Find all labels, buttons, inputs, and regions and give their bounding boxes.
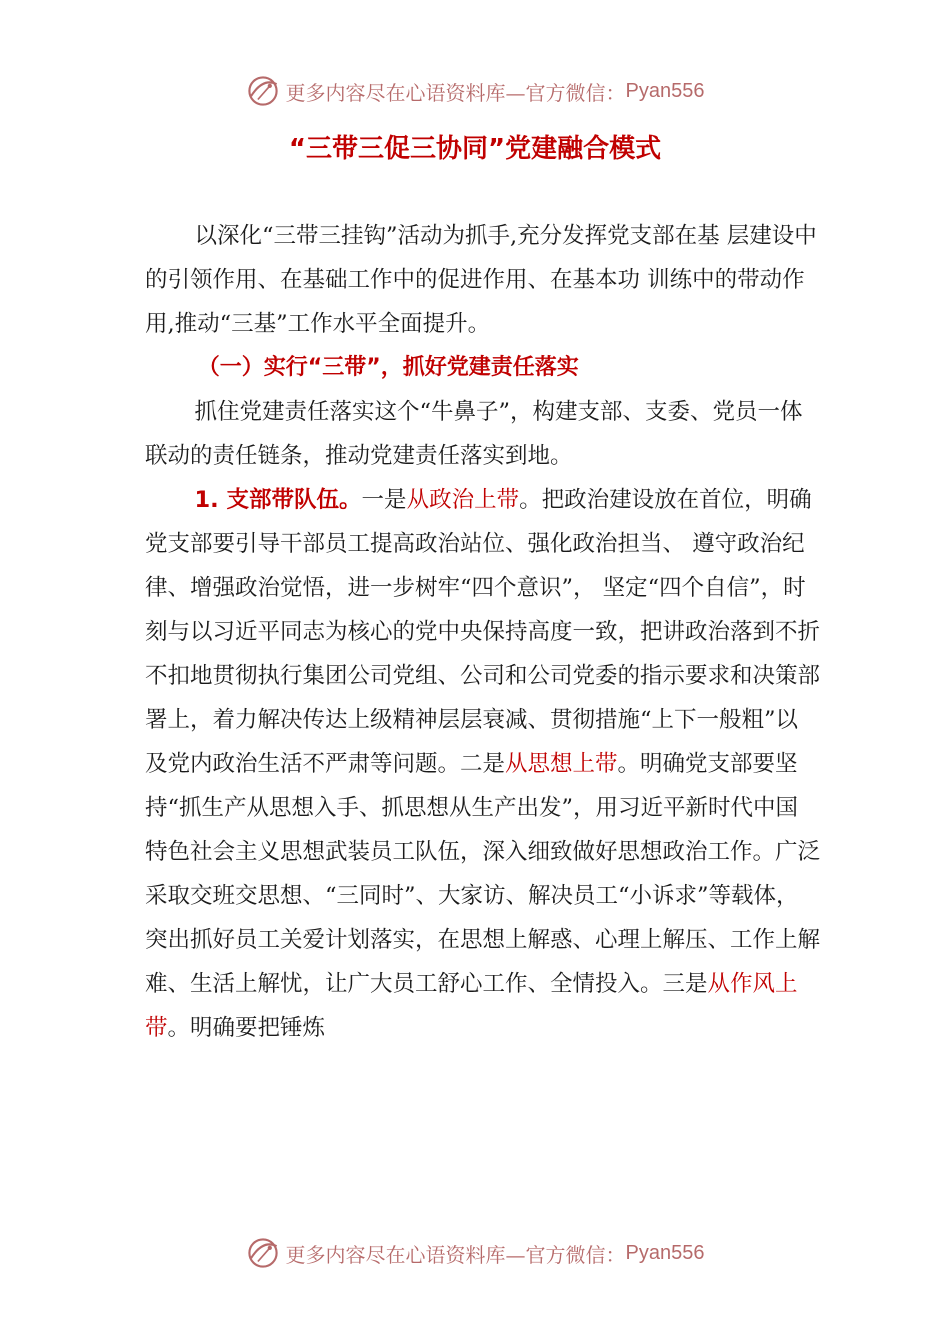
item-text-4: 。明确要把锤炼 xyxy=(167,1015,326,1041)
item-text-3: 。明确党支部要坚持“抓生产从思想入手、抓思想从生产出发”，用习近平新时代中国特色社会主义思想武装员工队伍，深入细致做好思想政治工作。广泛采取交班交思想、“三同时”、大家访、解决员工“小诉求”等载体，突出抓好员工关爱计划落实，在思想上解惑、心理上解压、工作上解难、生活上解忧，让广大员工舒心工作、全情投入。三是 xyxy=(145,751,821,997)
intro-paragraph: 以深化“三带三挂钩”活动为抓手,充分发挥党支部在基 层建设中的引领作用、在基础工作中的促进作用、在基本功 训练中的带动作用,推动“三基”工作水平全面提升。 xyxy=(145,223,817,337)
watermark-text: 更多内容尽在心语资料库—官方微信： xyxy=(285,80,626,105)
item-text-1: 一是 xyxy=(361,487,407,513)
watermark-id: Pyan556 xyxy=(625,79,705,102)
item-paragraph xyxy=(145,478,820,1050)
watermark-footer xyxy=(0,1236,950,1270)
item-text-2: 。把政治建设放在首位，明确党支部要引导干部员工提高政治站位、强化政治担当、 遵守政治纪律、增强政治觉悟，进一步树牢“四个意识”， 坚定“四个自信”，时刻与以习近平同志为核心的党中央保持高度一致，把讲政治落到不折不扣地贯彻执行集团公司党组、公司和公司党委的指示要求和决策部署上，着力解决传达上级精神层层衰减、贯彻措施“上下一般粗”以及党内政治生活不严肃等问题。二是 xyxy=(145,487,821,777)
item-highlight-3: 从作风上带 xyxy=(145,971,798,1041)
section-paragraph: 抓住党建责任落实这个“牛鼻子”，构建支部、支委、党员一体联动的责任链条，推动党建责任落实到地。 xyxy=(145,399,803,469)
logo-icon xyxy=(246,74,280,108)
section-heading: （一）实行“三带”，抓好党建责任落实 xyxy=(197,355,579,380)
item-highlight-2: 从思想上带 xyxy=(505,751,618,777)
watermark-header xyxy=(0,74,950,108)
item-highlight-1: 从政治上带 xyxy=(406,487,520,513)
document-body xyxy=(145,214,820,1050)
page-title: “三带三促三协同”党建融合模式 xyxy=(288,134,662,164)
item-label: 1. 支部带队伍。 xyxy=(194,487,362,513)
watermark-text: 更多内容尽在心语资料库—官方微信： xyxy=(285,1242,626,1267)
logo-icon xyxy=(246,1236,280,1270)
watermark-id: Pyan556 xyxy=(625,1241,705,1264)
